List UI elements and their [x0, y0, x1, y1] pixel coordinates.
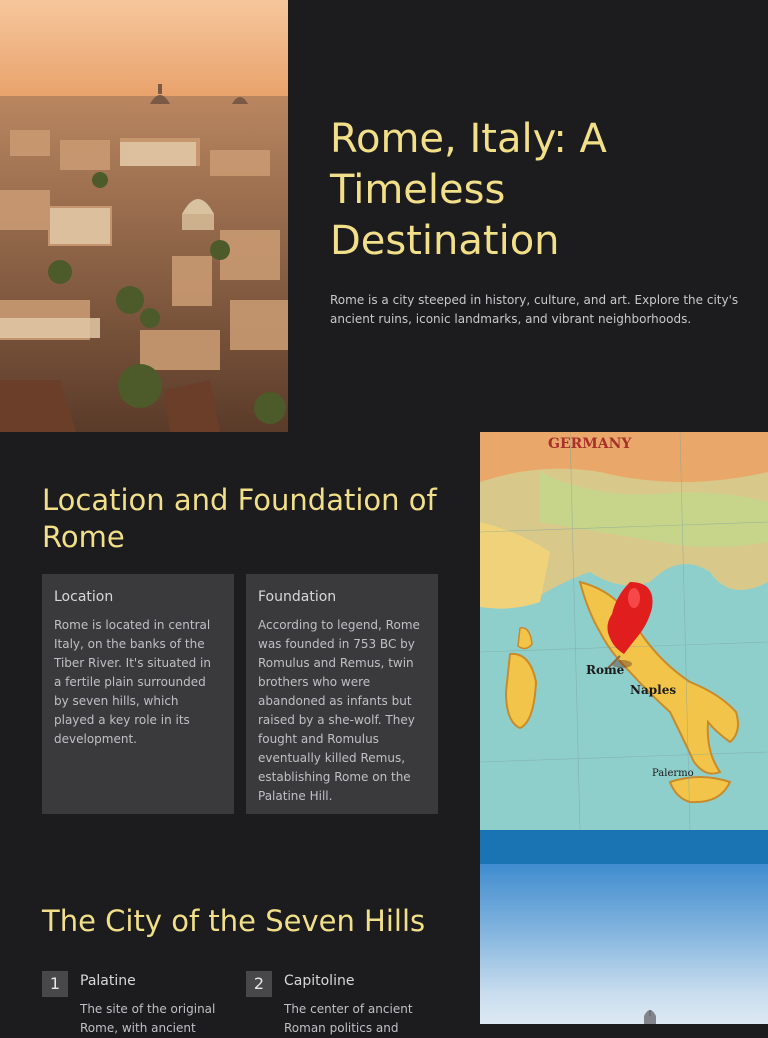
location-card-body: Rome is located in central Italy, on the banks of the Tiber River. It's situated in a fertile plain surrounded by seven hills, which played a key role in its development.	[54, 618, 211, 746]
hills-section-title: The City of the Seven Hills	[42, 904, 426, 938]
hill-name: Palatine	[80, 973, 136, 989]
map-label-palermo: Palermo	[652, 768, 694, 779]
location-section-title: Location and Foundation of Rome	[42, 483, 437, 554]
italy-map-image	[480, 432, 768, 830]
foundation-card	[246, 574, 438, 814]
page-title: Rome, Italy: A Timeless Destination	[330, 116, 607, 264]
hill-description: The site of the original Rome, with ancient	[80, 1002, 216, 1035]
rome-aerial-image	[0, 0, 288, 432]
map-label-germany: GERMANY	[548, 436, 632, 452]
location-card-title: Location	[54, 589, 114, 605]
hill-number-badge: 1	[42, 971, 68, 997]
map-label-rome: Rome	[586, 663, 625, 677]
hill-name: Capitoline	[284, 973, 355, 989]
blue-band	[480, 830, 768, 864]
hill-number-badge: 2	[246, 971, 272, 997]
foundation-card-title: Foundation	[258, 589, 337, 605]
map-label-naples: Naples	[630, 683, 677, 697]
hill-description: The center of ancient Roman politics and	[284, 1002, 413, 1035]
italy-map-illustration	[480, 432, 768, 830]
hero-description: Rome is a city steeped in history, culture, and art. Explore the city's ancient ruins, iconic landmarks, and vibrant neighborhoods.	[330, 293, 739, 326]
rome-aerial-illustration	[0, 0, 288, 432]
foundation-card-body: According to legend, Rome was founded in 753 BC by Romulus and Remus, twin brothers who were abandoned as infants but raised by a she-wolf. They fought and Romulus eventually killed Remus, establishing Rome on the Palatine Hill.	[258, 618, 420, 803]
location-card	[42, 574, 234, 814]
rome-sky-illustration	[480, 864, 768, 1024]
hero-text	[330, 114, 740, 329]
rome-sky-image	[480, 864, 768, 1024]
